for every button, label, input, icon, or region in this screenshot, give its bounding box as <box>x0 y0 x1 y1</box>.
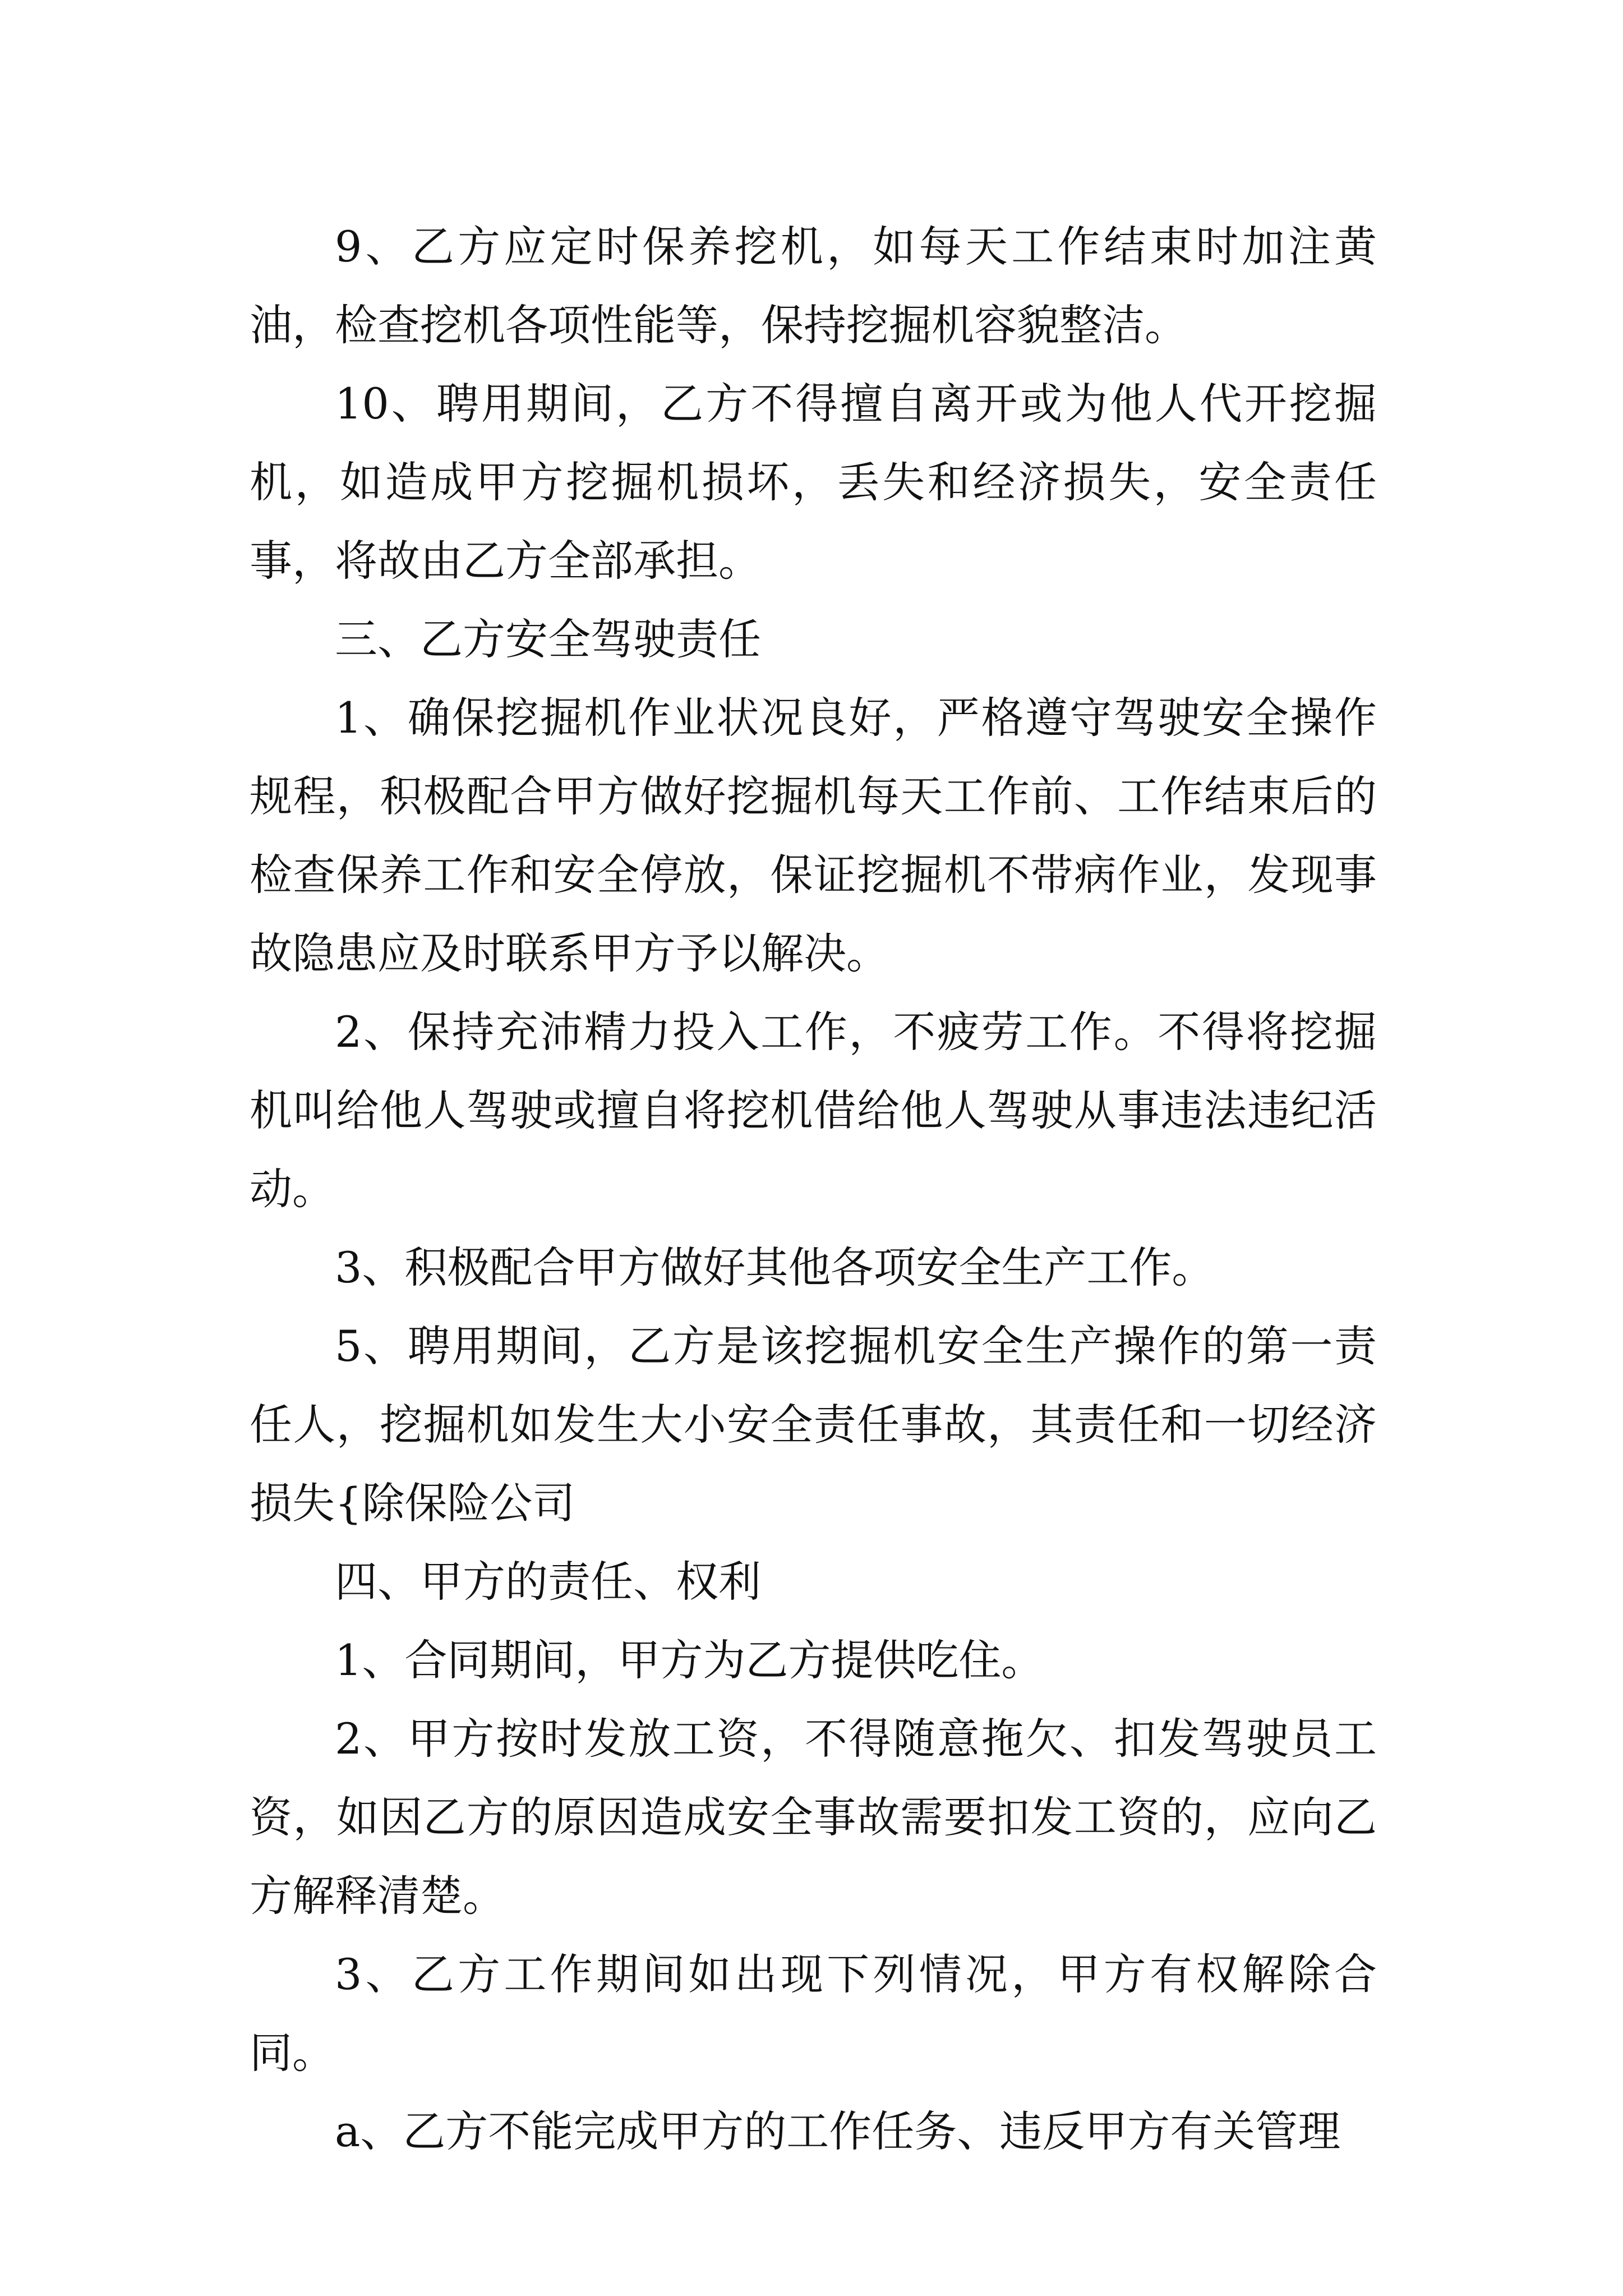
safety-clause-2: 2、保持充沛精力投入工作，不疲劳工作。不得将挖掘机叫给他人驾驶或擅自将挖机借给他人驾驶从事违法违纪活动。 <box>250 1007 1377 1214</box>
safety-clause-5: 5、聘用期间，乙方是该挖掘机安全生产操作的第一责任人，挖掘机如发生大小安全责任事故，其责任和一切经济损失{除保险公司 <box>250 1321 1377 1528</box>
party-a-clause-1: 1、合同期间，甲方为乙方提供吃住。 <box>335 1635 1044 1685</box>
party-a-clause-2: 2、甲方按时发放工资，不得随意拖欠、扣发驾驶员工资，如因乙方的原因造成安全事故需要扣发工资的，应向乙方解释清楚。 <box>250 1714 1377 1921</box>
section-heading-3: 三、乙方安全驾驶责任 <box>335 614 761 664</box>
document-body <box>250 208 1377 2171</box>
clause-10: 10、聘用期间，乙方不得擅自离开或为他人代开挖掘机，如造成甲方挖掘机损坏，丢失和经济损失，安全责任事，将故由乙方全部承担。 <box>250 379 1377 586</box>
clause-9: 9、乙方应定时保养挖机，如每天工作结束时加注黄油，检查挖机各项性能等，保持挖掘机容貌整洁。 <box>250 222 1377 350</box>
party-a-clause-3: 3、乙方工作期间如出现下列情况，甲方有权解除合同。 <box>250 1949 1377 2078</box>
safety-clause-1: 1、确保挖掘机作业状况良好，严格遵守驾驶安全操作规程，积极配合甲方做好挖掘机每天工作前、工作结束后的检查保养工作和安全停放，保证挖掘机不带病作业，发现事故隐患应及时联系甲方予以解决。 <box>250 693 1377 978</box>
safety-clause-3: 3、积极配合甲方做好其他各项安全生产工作。 <box>335 1243 1215 1292</box>
section-heading-4: 四、甲方的责任、权利 <box>335 1557 761 1607</box>
party-a-clause-3a: a、乙方不能完成甲方的工作任务、违反甲方有关管理 <box>335 2106 1341 2156</box>
